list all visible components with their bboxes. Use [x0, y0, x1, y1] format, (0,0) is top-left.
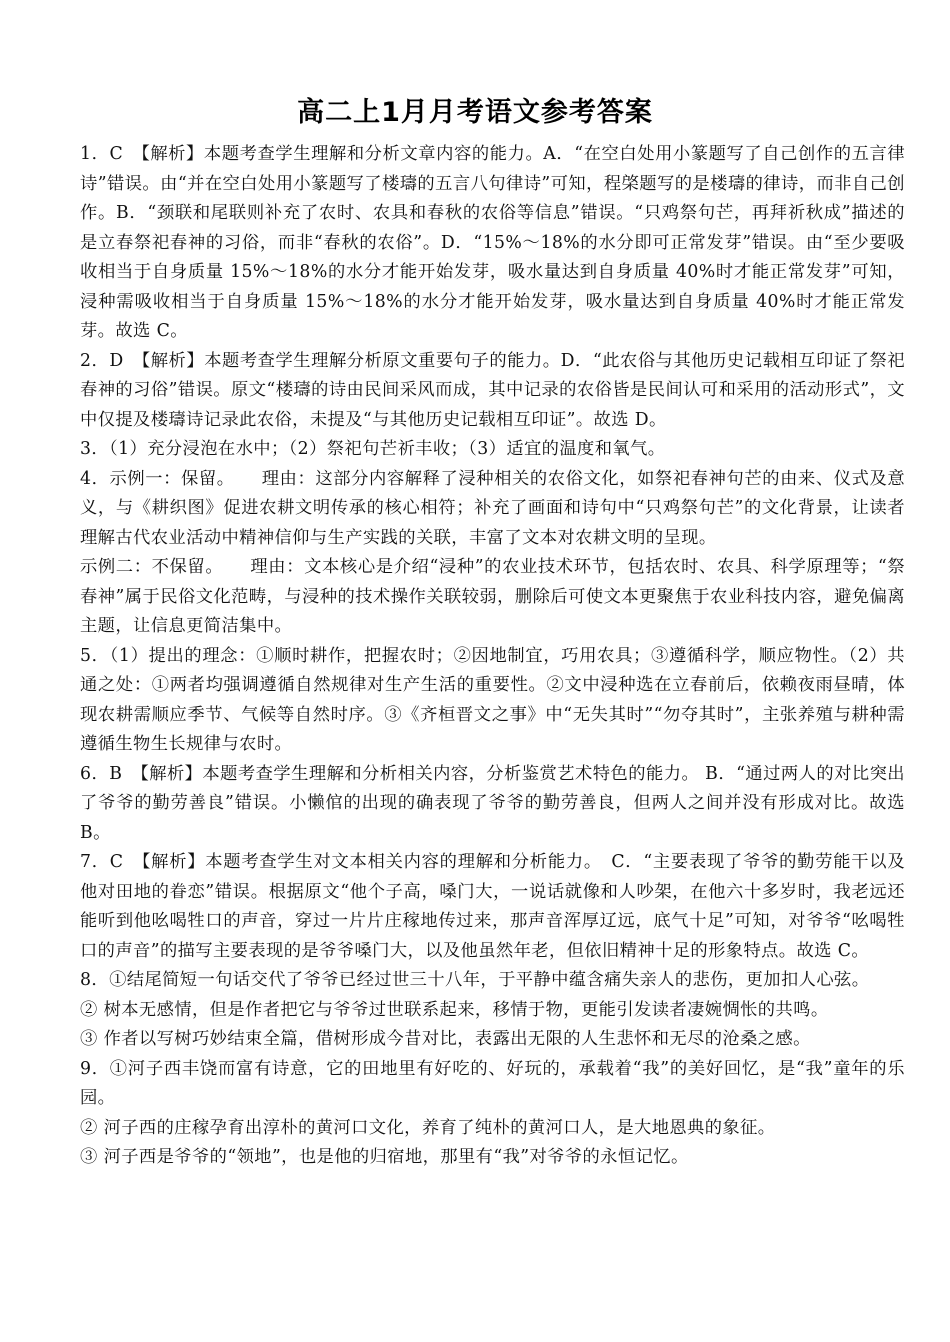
page-title: 高二上1月月考语文参考答案 — [297, 97, 653, 128]
answer-paragraph: ② 河子西的庄稼孕育出淳朴的黄河口文化，养育了纯朴的黄河口人，是大地恩典的象征。 — [80, 1117, 776, 1138]
answer-paragraph: 2．D 【解析】本题考查学生理解分析原文重要句子的能力。D．“此农俗与其他历史记载相互印证了祭祀春神的习俗”错误。原文“楼璹的诗由民间采风而成，其中记录的农俗皆是民间认可和采用的活动形式”，文中仅提及楼璹诗记录此农俗，未提及“与其他历史记载相互印证”。故选 D。 — [80, 350, 905, 430]
answer-paragraph: 9．①河子西丰饶而富有诗意，它的田地里有好吃的、好玩的，承载着“我”的美好回忆，是“我”童年的乐园。 — [80, 1058, 905, 1108]
answer-paragraph: ② 树本无感情，但是作者把它与爷爷过世联系起来，移情于物，更能引发读者凄婉惆怅的共鸣。 — [80, 999, 829, 1020]
answer-paragraph: 1．C 【解析】本题考查学生理解和分析文章内容的能力。A．“在空白处用小篆题写了自己创作的五言律诗”错误。由“并在空白处用小篆题写了楼璹的五言八句律诗”可知，程棨题写的是楼璹的律诗，而非自己创作。B．“颈联和尾联则补充了农时、农具和春秋的农俗等信息”错误。“只鸡祭句芒，再拜祈秋成”描述的是立春祭祀春神的习俗，而非“春秋的农俗”。D．“15%～18%的水分即可正常发芽”错误。由“至少要吸收相当于自身质量 15%～18%的水分才能开始发芽，吸水量达到自身质量 40%时才能正常发芽”可知，浸种需吸收相当于自身质量 15%～18%的水分才能开始发芽，吸水量达到自身质量 40%时才能正常发芽。故选 C。 — [80, 144, 905, 341]
answer-paragraph: 示例二：不保留。 理由：文本核心是介绍“浸种”的农业技术环节，包括农时、农具、科学原理等；“祭春神”属于民俗文化范畴，与浸种的技术操作关联较弱，删除后可使文本更聚焦于农业科技内容，避免偏离主题，让信息更简洁集中。 — [80, 557, 905, 636]
answer-paragraph: 7．C 【解析】本题考查学生对文本相关内容的理解和分析能力。 C．“主要表现了爷爷的勤劳能干以及他对田地的眷恋”错误。根据原文“他个子高，嗓门大，一说话就像和人吵架，在他六十多岁时，我老远还能听到他吆喝牲口的声音，穿过一片片庄稼地传过来，那声音浑厚辽远，底气十足”可知，对爷爷“吆喝牲口的声音”的描写主要表现的是爷爷嗓门大，以及他虽然年老，但依旧精神十足的形象特点。故选 C。 — [80, 852, 905, 961]
answer-paragraph: 4．示例一：保留。 理由：这部分内容解释了浸种相关的农俗文化，如祭祀春神句芒的由来、仪式及意义，与《耕织图》促进农耕文明传承的核心相符；补充了画面和诗句中“只鸡祭句芒”的文化背景，让读者理解古代农业活动中精神信仰与生产实践的关联，丰富了文本对农耕文明的呈现。 — [80, 468, 905, 548]
answer-paragraph: ③ 河子西是爷爷的“领地”，也是他的归宿地，那里有“我”对爷爷的永恒记忆。 — [80, 1147, 689, 1167]
answer-list — [80, 140, 905, 1173]
answer-paragraph: 8．①结尾简短一句话交代了爷爷已经过世三十八年，于平静中蕴含痛失亲人的悲伤，更加扣人心弦。 — [80, 970, 870, 990]
answer-paragraph: ③ 作者以写树巧妙结束全篇，借树形成今昔对比，表露出无限的人生悲怀和无尽的沧桑之感。 — [80, 1029, 811, 1049]
answer-paragraph: 5．（1）提出的理念：①顺时耕作，把握农时；②因地制宜，巧用农具；③遵循科学，顺应物性。（2）共通之处：①两者均强调遵循自然规律对生产生活的重要性。②文中浸种选在立春前后，依赖夜雨昼晴，体现农耕需顺应季节、气候等自然时序。③《齐桓晋文之事》中“无失其时”“勿夺其时”，主张养殖与耕种需遵循生物生长规律与农时。 — [80, 645, 905, 754]
answer-paragraph: 6．B 【解析】本题考查学生理解和分析相关内容，分析鉴赏艺术特色的能力。 B．“通过两人的对比突出了爷爷的勤劳善良”错误。小懒倌的出现的确表现了爷爷的勤劳善良，但两人之间并没有形成对比。故选 B。 — [80, 763, 905, 843]
answer-paragraph: 3．（1）充分浸泡在水中；（2）祭祀句芒祈丰收；（3）适宜的温度和氧气。 — [80, 439, 666, 459]
